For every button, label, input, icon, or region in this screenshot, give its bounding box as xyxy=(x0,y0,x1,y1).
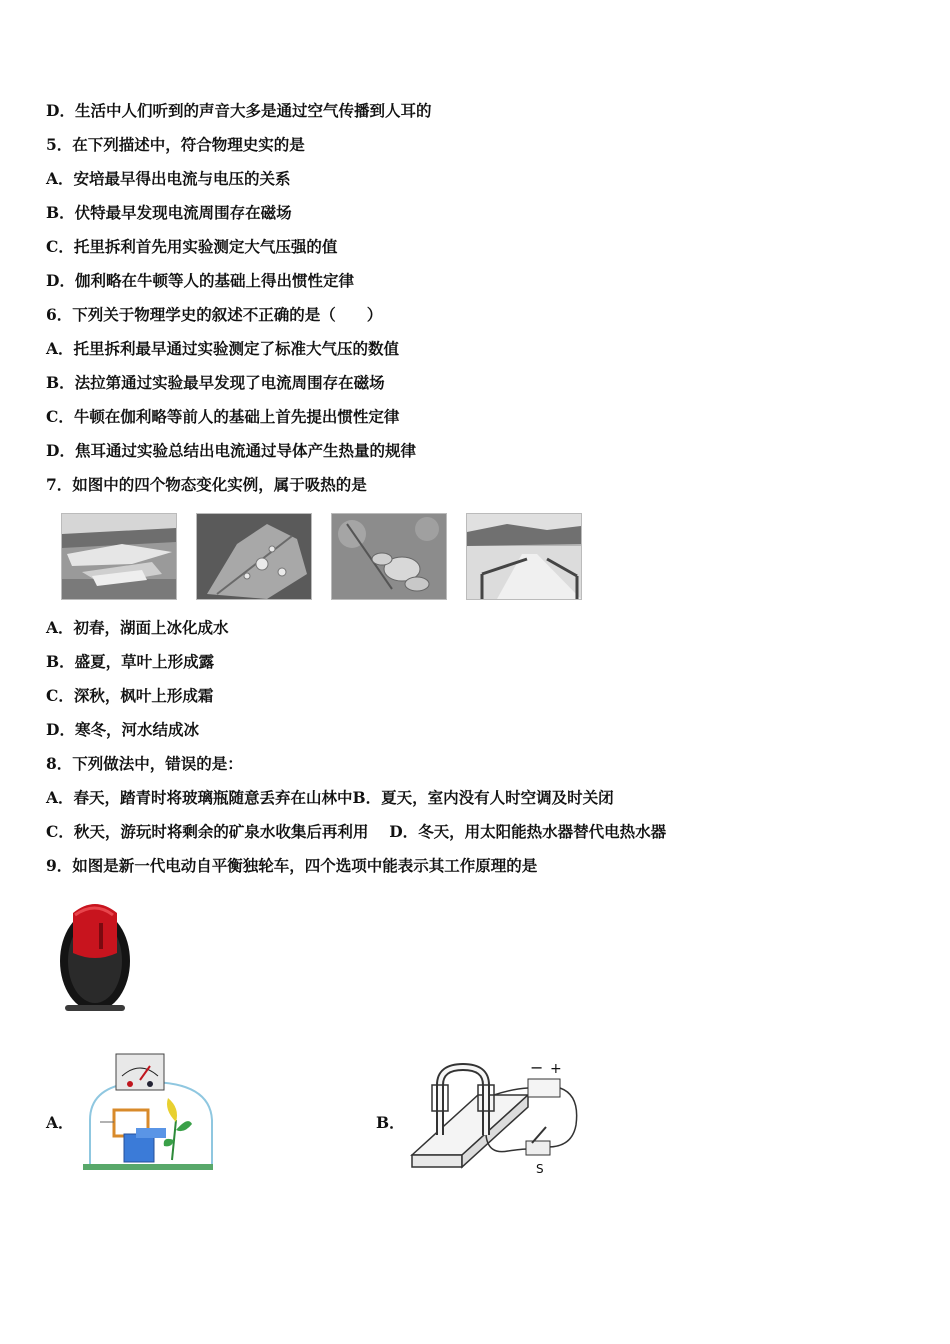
option: C．牛顿在伽利略等前人的基础上首先提出惯性定律 xyxy=(46,407,400,426)
photo-river-ice xyxy=(466,513,582,600)
question-7: 7．如图中的四个物态变化实例，属于吸热的是 xyxy=(46,475,367,494)
battery-minus-label: − xyxy=(530,1058,544,1077)
photo-ice-melting xyxy=(61,513,177,600)
question-6: 6．下列关于物理学史的叙述不正确的是（ ） xyxy=(46,305,383,324)
question-9: 9．如图是新一代电动自平衡独轮车，四个选项中能表示其工作原理的是 xyxy=(46,856,538,875)
option: C．深秋，枫叶上形成霜 xyxy=(46,686,214,705)
photo-frost-on-leaf xyxy=(331,513,447,600)
option: A．安培最早得出电流与电压的关系 xyxy=(46,169,291,188)
question-5: 5．在下列描述中，符合物理史实的是 xyxy=(46,135,305,154)
option: B．伏特最早发现电流周围存在磁场 xyxy=(46,203,292,222)
option: D．寒冬，河水结成冰 xyxy=(46,720,199,739)
generator-diagram xyxy=(80,1050,220,1179)
option: A．初春，湖面上冰化成水 xyxy=(46,618,229,637)
option: B．法拉第通过实验最早发现了电流周围存在磁场 xyxy=(46,373,385,392)
option: D．焦耳通过实验总结出电流通过导体产生热量的规律 xyxy=(46,441,416,460)
unicycle-image xyxy=(55,893,135,1019)
electromagnet-diagram xyxy=(408,1055,588,1184)
text-line: D．生活中人们听到的声音大多是通过空气传播到人耳的 xyxy=(46,101,432,120)
option: A．春天，踏青时将玻璃瓶随意丢弃在山林中B．夏天，室内没有人时空调及时关闭 xyxy=(46,788,614,807)
option: C．秋天，游玩时将剩余的矿泉水收集后再利用 D．冬天，用太阳能热水器替代电热水器 xyxy=(46,822,667,841)
option: C．托里拆利首先用实验测定大气压强的值 xyxy=(46,237,338,256)
option-b-label: B． xyxy=(376,1113,405,1132)
option-a-label: A． xyxy=(46,1113,74,1132)
photo-dew-on-leaf xyxy=(196,513,312,600)
question-8: 8．下列做法中，错误的是： xyxy=(46,754,243,773)
battery-plus-label: + xyxy=(550,1061,562,1077)
option: B．盛夏，草叶上形成露 xyxy=(46,652,215,671)
option: A．托里拆利最早通过实验测定了标准大气压的数值 xyxy=(46,339,400,358)
option: D．伽利略在牛顿等人的基础上得出惯性定律 xyxy=(46,271,354,290)
switch-label: S xyxy=(536,1162,544,1176)
